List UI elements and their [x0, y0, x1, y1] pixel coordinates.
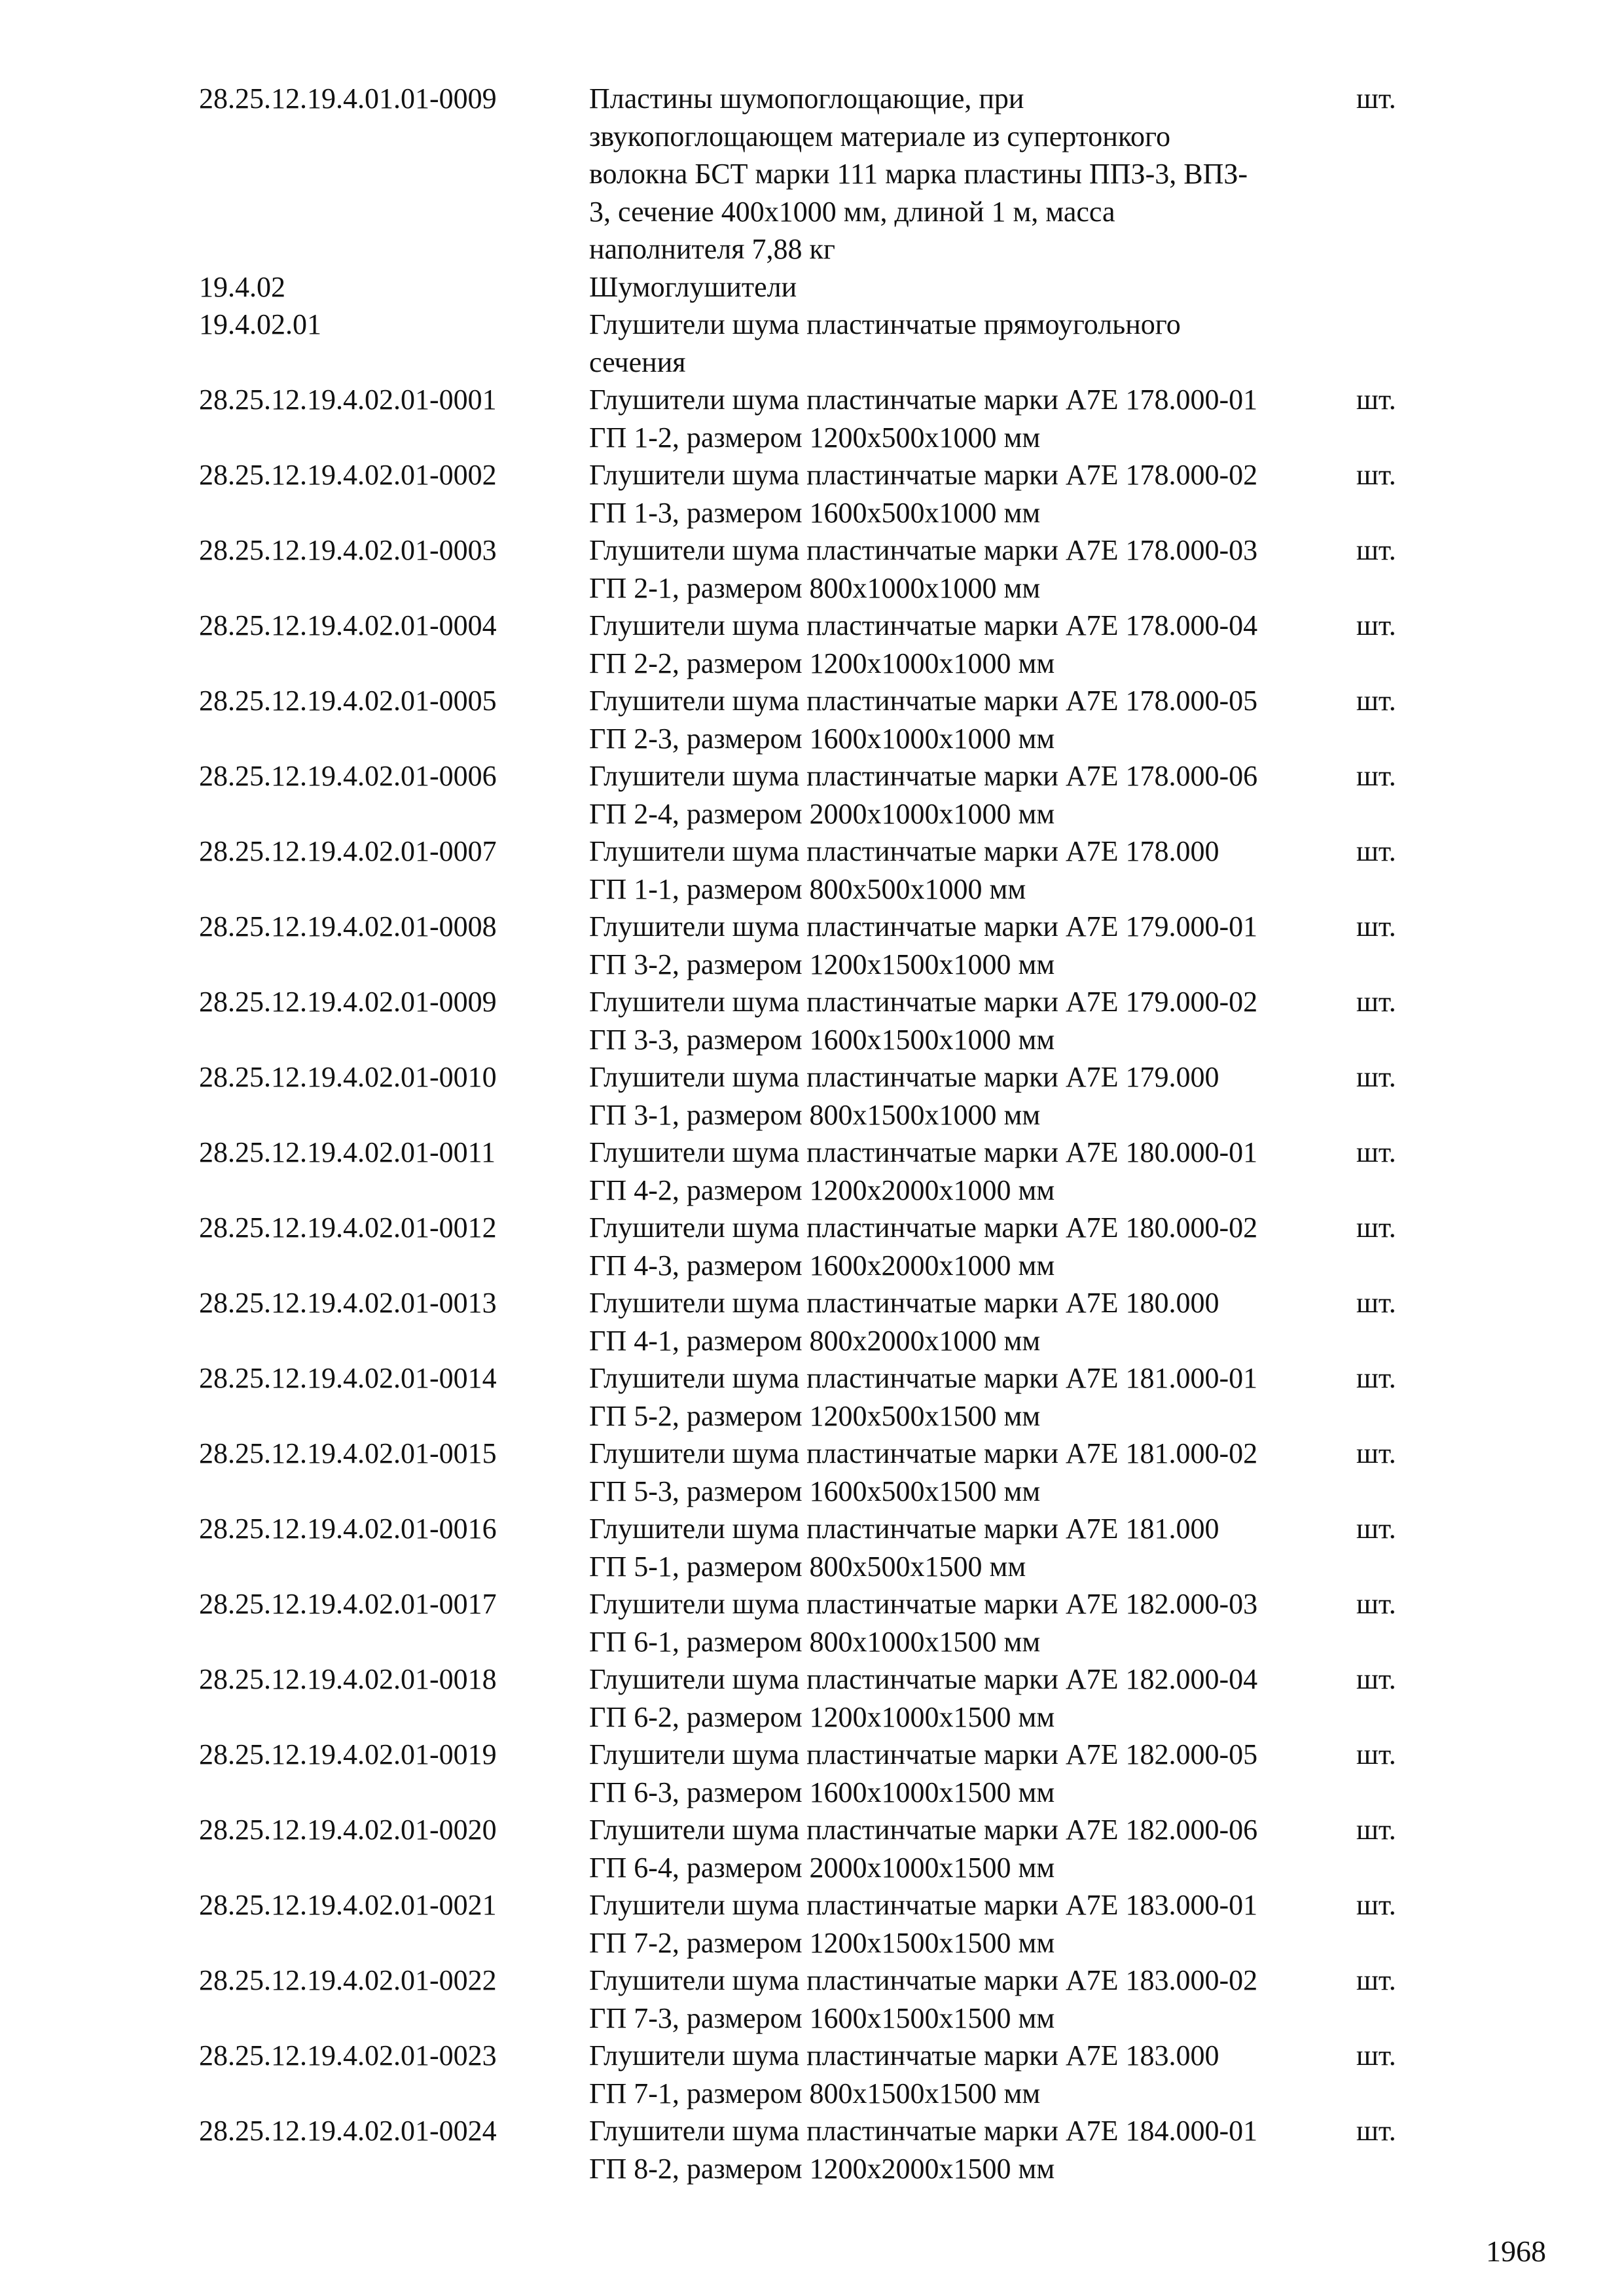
table-row: [199, 2037, 1430, 2112]
row-code: 19.4.02: [199, 270, 285, 303]
row-unit: шт.: [1356, 910, 1396, 942]
row-code: 28.25.12.19.4.02.01-0007: [199, 835, 497, 867]
table-row: [199, 1736, 1430, 1811]
table-row: [199, 306, 1430, 381]
table-row: [199, 456, 1430, 531]
row-name: Глушители шума пластинчатые марки А7Е 178.000-06 ГП 2-4, размером 2000х1000х1000 мм: [589, 760, 1258, 830]
row-code: 28.25.12.19.4.02.01-0003: [199, 534, 497, 566]
row-code: 28.25.12.19.4.02.01-0021: [199, 1889, 497, 1921]
row-code: 28.25.12.19.4.02.01-0019: [199, 1738, 497, 1770]
catalog-table: [199, 80, 1430, 2187]
row-code: 28.25.12.19.4.02.01-0002: [199, 459, 497, 491]
row-unit: шт.: [1356, 760, 1396, 792]
row-name: Глушители шума пластинчатые марки А7Е 181.000-01 ГП 5-2, размером 1200х500х1500 мм: [589, 1362, 1258, 1432]
row-name: Глушители шума пластинчатые марки А7Е 178.000-01 ГП 1-2, размером 1200х500х1000 мм: [589, 384, 1258, 454]
row-code: 28.25.12.19.4.02.01-0013: [199, 1287, 497, 1319]
row-name: Глушители шума пластинчатые марки А7Е 178.000-03 ГП 2-1, размером 800х1000х1000 мм: [589, 534, 1258, 604]
table-row: [199, 1585, 1430, 1660]
row-name: Глушители шума пластинчатые марки А7Е 179.000-02 ГП 3-3, размером 1600х1500х1000 мм: [589, 986, 1258, 1056]
row-name: Глушители шума пластинчатые марки А7Е 179.000 ГП 3-1, размером 800х1500х1000 мм: [589, 1061, 1219, 1131]
row-code: 28.25.12.19.4.02.01-0023: [199, 2039, 497, 2072]
row-unit: шт.: [1356, 1211, 1396, 1244]
table-row: [199, 531, 1430, 607]
row-code: 28.25.12.19.4.02.01-0012: [199, 1211, 497, 1244]
table-row: [199, 983, 1430, 1058]
row-code: 28.25.12.19.4.02.01-0008: [199, 910, 497, 942]
table-row: [199, 268, 1430, 306]
row-unit: шт.: [1356, 1889, 1396, 1921]
row-unit: шт.: [1356, 1588, 1396, 1620]
row-code: 28.25.12.19.4.02.01-0006: [199, 760, 497, 792]
table-row: [199, 381, 1430, 456]
row-unit: шт.: [1356, 2115, 1396, 2147]
row-name: Глушители шума пластинчатые марки А7Е 182.000-06 ГП 6-4, размером 2000х1000х1500 мм: [589, 1814, 1258, 1884]
row-code: 28.25.12.19.4.02.01-0016: [199, 1513, 497, 1545]
table-row: [199, 1058, 1430, 1134]
row-unit: шт.: [1356, 534, 1396, 566]
table-row: [199, 1209, 1430, 1284]
table-row: [199, 1284, 1430, 1359]
table-row: [199, 1359, 1430, 1435]
row-code: 28.25.12.19.4.02.01-0005: [199, 685, 497, 717]
row-code: 28.25.12.19.4.02.01-0024: [199, 2115, 497, 2147]
row-code: 28.25.12.19.4.02.01-0004: [199, 609, 497, 641]
row-unit: шт.: [1356, 1061, 1396, 1093]
row-unit: шт.: [1356, 609, 1396, 641]
table-row: [199, 757, 1430, 833]
row-code: 28.25.12.19.4.02.01-0010: [199, 1061, 497, 1093]
row-name: Глушители шума пластинчатые марки А7Е 180.000 ГП 4-1, размером 800х2000х1000 мм: [589, 1287, 1219, 1357]
row-name: Глушители шума пластинчатые прямоугольного сечения: [589, 308, 1181, 378]
table-row: [199, 1811, 1430, 1886]
row-code: 28.25.12.19.4.02.01-0020: [199, 1814, 497, 1846]
row-name: Глушители шума пластинчатые марки А7Е 182.000-05 ГП 6-3, размером 1600х1000х1500 мм: [589, 1738, 1258, 1808]
row-name: Глушители шума пластинчатые марки А7Е 182.000-04 ГП 6-2, размером 1200х1000х1500 мм: [589, 1663, 1258, 1733]
row-name: Глушители шума пластинчатые марки А7Е 183.000-01 ГП 7-2, размером 1200х1500х1500 мм: [589, 1889, 1258, 1959]
row-name: Глушители шума пластинчатые марки А7Е 178.000 ГП 1-1, размером 800х500х1000 мм: [589, 835, 1219, 905]
row-unit: шт.: [1356, 986, 1396, 1018]
table-row: [199, 1510, 1430, 1585]
row-code: 19.4.02.01: [199, 308, 321, 340]
row-unit: шт.: [1356, 1287, 1396, 1319]
row-unit: шт.: [1356, 2039, 1396, 2072]
row-code: 28.25.12.19.4.02.01-0001: [199, 384, 497, 416]
table-row: [199, 1134, 1430, 1209]
row-unit: шт.: [1356, 1513, 1396, 1545]
row-code: 28.25.12.19.4.02.01-0014: [199, 1362, 497, 1394]
row-name: Глушители шума пластинчатые марки А7Е 179.000-01 ГП 3-2, размером 1200х1500х1000 мм: [589, 910, 1258, 980]
table-row: [199, 1886, 1430, 1962]
row-name: Глушители шума пластинчатые марки А7Е 178.000-05 ГП 2-3, размером 1600х1000х1000 мм: [589, 685, 1258, 755]
row-unit: шт.: [1356, 835, 1396, 867]
row-name: Глушители шума пластинчатые марки А7Е 183.000-02 ГП 7-3, размером 1600х1500х1500 мм: [589, 1964, 1258, 2034]
row-name: Глушители шума пластинчатые марки А7Е 180.000-02 ГП 4-3, размером 1600х2000х1000 мм: [589, 1211, 1258, 1282]
row-unit: шт.: [1356, 82, 1396, 115]
row-name: Глушители шума пластинчатые марки А7Е 182.000-03 ГП 6-1, размером 800х1000х1500 мм: [589, 1588, 1258, 1658]
table-row: [199, 682, 1430, 757]
row-name: Глушители шума пластинчатые марки А7Е 178.000-04 ГП 2-2, размером 1200х1000х1000 мм: [589, 609, 1258, 679]
table-row: [199, 1435, 1430, 1510]
row-name: Глушители шума пластинчатые марки А7Е 181.000 ГП 5-1, размером 800х500х1500 мм: [589, 1513, 1219, 1583]
table-row: [199, 908, 1430, 983]
row-name: Шумоглушители: [589, 270, 797, 303]
row-unit: шт.: [1356, 459, 1396, 491]
page-number: 1968: [1486, 2234, 1546, 2268]
row-name: Пластины шумопоглощающие, при звукопоглощающем материале из супертонкого волокна БСТ марки 111 марка пластины ППЗ-3, ВПЗ- 3, сечение 400х1000 мм, длиной 1 м, масса наполнителя 7,88 кг: [589, 82, 1248, 265]
row-unit: шт.: [1356, 1437, 1396, 1469]
row-unit: шт.: [1356, 1136, 1396, 1168]
row-code: 28.25.12.19.4.02.01-0009: [199, 986, 497, 1018]
row-name: Глушители шума пластинчатые марки А7Е 183.000 ГП 7-1, размером 800х1500х1500 мм: [589, 2039, 1219, 2109]
row-code: 28.25.12.19.4.01.01-0009: [199, 82, 497, 115]
row-code: 28.25.12.19.4.02.01-0022: [199, 1964, 497, 1996]
row-unit: шт.: [1356, 1814, 1396, 1846]
row-code: 28.25.12.19.4.02.01-0017: [199, 1588, 497, 1620]
row-name: Глушители шума пластинчатые марки А7Е 184.000-01 ГП 8-2, размером 1200х2000х1500 мм: [589, 2115, 1258, 2185]
table-row: [199, 833, 1430, 908]
row-name: Глушители шума пластинчатые марки А7Е 181.000-02 ГП 5-3, размером 1600х500х1500 мм: [589, 1437, 1258, 1507]
table-row: [199, 1660, 1430, 1736]
row-name: Глушители шума пластинчатые марки А7Е 180.000-01 ГП 4-2, размером 1200х2000х1000 мм: [589, 1136, 1258, 1206]
row-code: 28.25.12.19.4.02.01-0018: [199, 1663, 497, 1695]
row-unit: шт.: [1356, 1964, 1396, 1996]
row-unit: шт.: [1356, 1362, 1396, 1394]
table-row: [199, 80, 1430, 268]
row-unit: шт.: [1356, 1738, 1396, 1770]
table-row: [199, 1962, 1430, 2037]
row-code: 28.25.12.19.4.02.01-0011: [199, 1136, 496, 1168]
table-row: [199, 607, 1430, 682]
row-code: 28.25.12.19.4.02.01-0015: [199, 1437, 497, 1469]
row-unit: шт.: [1356, 685, 1396, 717]
row-unit: шт.: [1356, 384, 1396, 416]
table-row: [199, 2112, 1430, 2187]
row-unit: шт.: [1356, 1663, 1396, 1695]
row-name: Глушители шума пластинчатые марки А7Е 178.000-02 ГП 1-3, размером 1600х500х1000 мм: [589, 459, 1258, 529]
